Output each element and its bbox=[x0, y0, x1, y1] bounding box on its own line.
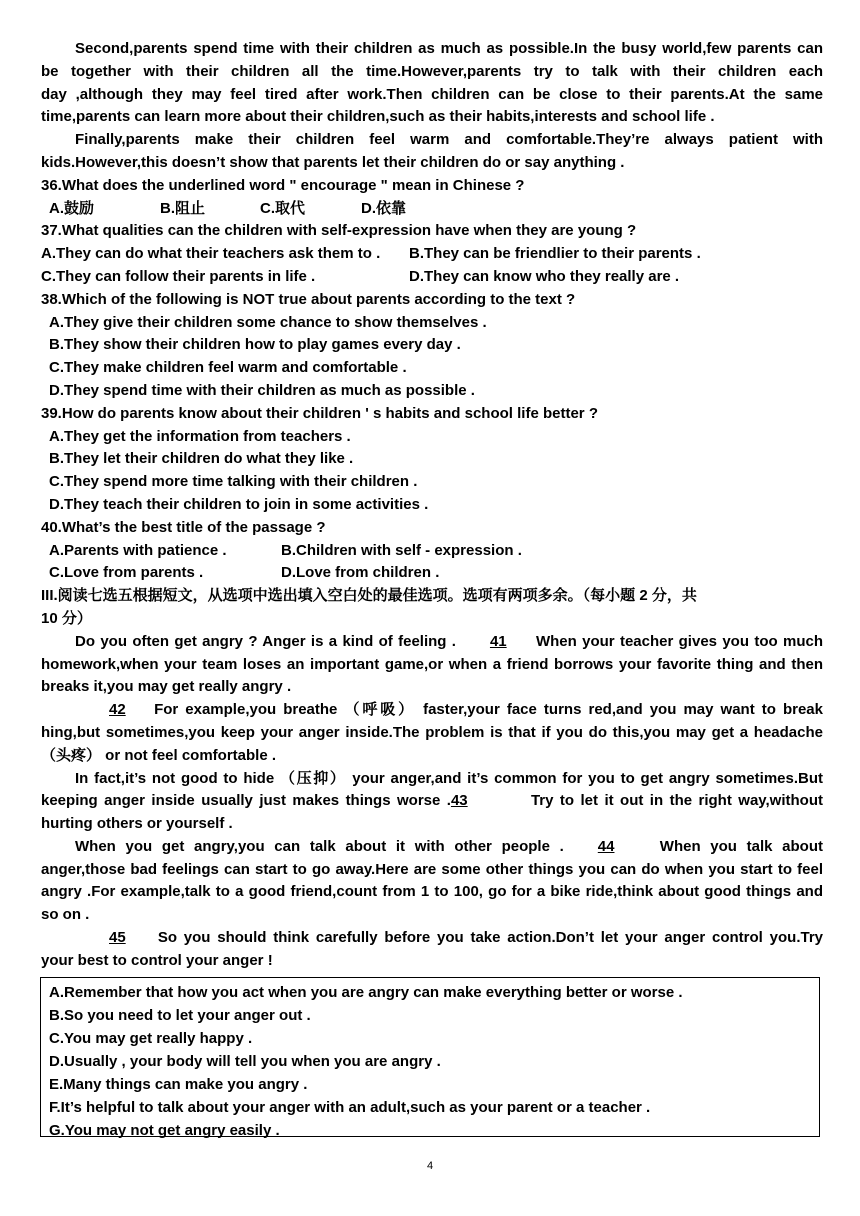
text-line bbox=[41, 790, 823, 813]
text-line: anger,those bad feelings can start to go away.Here are some other things you can do when you start to feel bbox=[41, 860, 823, 878]
text-line bbox=[41, 927, 823, 950]
passage-paragraph-second bbox=[41, 38, 823, 129]
option-row bbox=[41, 540, 823, 563]
choices-box bbox=[40, 977, 820, 1137]
text-line: homework,when your team loses an important game,or when a friend borrows your favorite thing and then bbox=[41, 655, 823, 673]
option-d: D.Love from children . bbox=[281, 564, 440, 582]
text-line: your best to control your anger ! bbox=[41, 951, 273, 969]
cloze-paragraph-1 bbox=[41, 631, 823, 699]
option-row bbox=[41, 198, 823, 221]
option-row bbox=[41, 243, 823, 266]
text-line: so on . bbox=[41, 906, 90, 924]
option-d: D.They can know who they really are . bbox=[409, 267, 680, 285]
text-segment: Do you often get angry ? Anger is a kind of feeling . bbox=[75, 632, 456, 650]
option-c: C.They spend more time talking with their children . bbox=[49, 473, 418, 491]
blank-44: 44 bbox=[597, 837, 615, 855]
text-segment: So you should think carefully before you take action.Don’t let your anger control you.Try bbox=[157, 929, 823, 947]
text-line: hurting others or yourself . bbox=[41, 815, 233, 833]
question-38 bbox=[41, 289, 823, 403]
text-line bbox=[41, 699, 823, 722]
question-stem: 37.What qualities can the children with self-expression have when they are young ? bbox=[41, 222, 637, 240]
option-c: C.取代 bbox=[260, 199, 306, 217]
text-segment: keeping anger inside usually just makes things worse . bbox=[41, 792, 451, 810]
section-3-heading bbox=[41, 585, 823, 631]
text-line: Finally,parents make their children feel warm and comfortable.They’re always patient with bbox=[75, 131, 823, 149]
text-line: angry .For example,talk to a good friend,count from 1 to 100, go for a bike ride,think about good things and bbox=[41, 883, 823, 901]
option-b: B.They can be friendlier to their parents . bbox=[409, 245, 701, 263]
option-row bbox=[41, 266, 823, 289]
choice-e: E.Many things can make you angry . bbox=[49, 1076, 308, 1093]
text-line: In fact,it’s not good to hide （压抑） your anger,and it’s common for you to get angry sometimes.But bbox=[75, 769, 823, 787]
cloze-paragraph-2 bbox=[41, 699, 823, 767]
option-b: B.They let their children do what they like . bbox=[49, 450, 354, 468]
choice-c: C.You may get really happy . bbox=[49, 1030, 253, 1047]
option-c: C.They can follow their parents in life . bbox=[41, 267, 316, 285]
question-36 bbox=[41, 175, 823, 221]
text-line: hing,but sometimes,you keep your anger inside.The problem is that if you do this,you may get a headache bbox=[41, 723, 823, 741]
text-segment: Try to let it out in the right way,without bbox=[530, 792, 823, 810]
option-d: D.They teach their children to join in some activities . bbox=[49, 495, 429, 513]
option-a: A.Parents with patience . bbox=[49, 541, 227, 559]
choice-a: A.Remember that how you act when you are angry can make everything better or worse . bbox=[49, 984, 683, 1001]
choice-b: B.So you need to let your anger out . bbox=[49, 1007, 311, 1024]
question-stem: 39.How do parents know about their children ' s habits and school life better ? bbox=[41, 404, 598, 422]
question-stem: 38.Which of the following is NOT true about parents according to the text ? bbox=[41, 290, 576, 308]
text-line bbox=[41, 836, 823, 859]
text-line: Second,parents spend time with their children as much as possible.In the busy world,few parents can bbox=[75, 40, 823, 57]
blank-45: 45 bbox=[109, 929, 126, 947]
option-b: B.阻止 bbox=[160, 199, 206, 217]
text-segment: When you talk about bbox=[659, 837, 823, 855]
question-37 bbox=[41, 220, 823, 288]
option-d: D.They spend time with their children as much as possible . bbox=[49, 381, 475, 399]
question-40 bbox=[41, 517, 823, 585]
choice-f: F.It’s helpful to talk about your anger with an adult,such as your parent or a teacher . bbox=[49, 1099, 651, 1116]
blank-42: 42 bbox=[109, 701, 126, 719]
heading-line: III.阅读七选五根据短文，从选项中选出填入空白处的最佳选项。选项有两项多余。（每小题 2 分，共 bbox=[41, 587, 697, 605]
exam-page bbox=[41, 38, 823, 973]
option-a: A.They give their children some chance to show themselves . bbox=[49, 313, 487, 331]
option-c: C.They make children feel warm and comfortable . bbox=[49, 359, 407, 377]
option-b: B.They show their children how to play games every day . bbox=[49, 336, 461, 354]
question-stem: 40.What’s the best title of the passage ? bbox=[41, 518, 326, 536]
text-segment: When your teacher gives you too much bbox=[535, 632, 823, 650]
text-line: kids.However,this doesn’t show that parents let their children do or say anything . bbox=[41, 153, 625, 171]
option-a: A.鼓励 bbox=[49, 199, 95, 217]
cloze-paragraph-5 bbox=[41, 927, 823, 973]
choice-d: D.Usually , your body will tell you when you are angry . bbox=[49, 1053, 441, 1070]
option-a: A.They can do what their teachers ask them to . bbox=[41, 245, 381, 263]
blank-41: 41 bbox=[489, 632, 507, 650]
option-b: B.Children with self - expression . bbox=[281, 541, 522, 559]
choice-g: G.You may not get angry easily . bbox=[49, 1122, 280, 1139]
option-c: C.Love from parents . bbox=[49, 564, 204, 582]
heading-line: 10 分） bbox=[41, 609, 92, 627]
question-39 bbox=[41, 403, 823, 517]
blank-43: 43 bbox=[450, 792, 468, 810]
question-stem: 36.What does the underlined word " encourage " mean in Chinese ? bbox=[41, 176, 525, 194]
option-row bbox=[41, 562, 823, 585]
text-line: （头疼） or not feel comfortable . bbox=[41, 746, 277, 764]
option-d: D.依靠 bbox=[361, 199, 407, 217]
text-line bbox=[41, 631, 823, 654]
option-a: A.They get the information from teachers . bbox=[49, 427, 351, 445]
text-line: be together with their children all the time.However,parents try to talk with their children each bbox=[41, 62, 823, 80]
page-number: 4 bbox=[426, 1160, 434, 1172]
cloze-paragraph-3 bbox=[41, 768, 823, 836]
cloze-paragraph-4 bbox=[41, 836, 823, 927]
text-line: day ,although they may feel tired after work.Then children can be close to their parents.At the same bbox=[41, 85, 823, 103]
passage-paragraph-finally bbox=[41, 129, 823, 175]
text-segment: For example,you breathe （呼吸） faster,your face turns red,and you may want to break bbox=[154, 701, 823, 719]
text-line: breaks it,you may get really angry . bbox=[41, 678, 292, 696]
text-segment: When you get angry,you can talk about it with other people . bbox=[75, 837, 564, 855]
text-line: time,parents can learn more about their children,such as their habits,interests and school life . bbox=[41, 108, 715, 126]
